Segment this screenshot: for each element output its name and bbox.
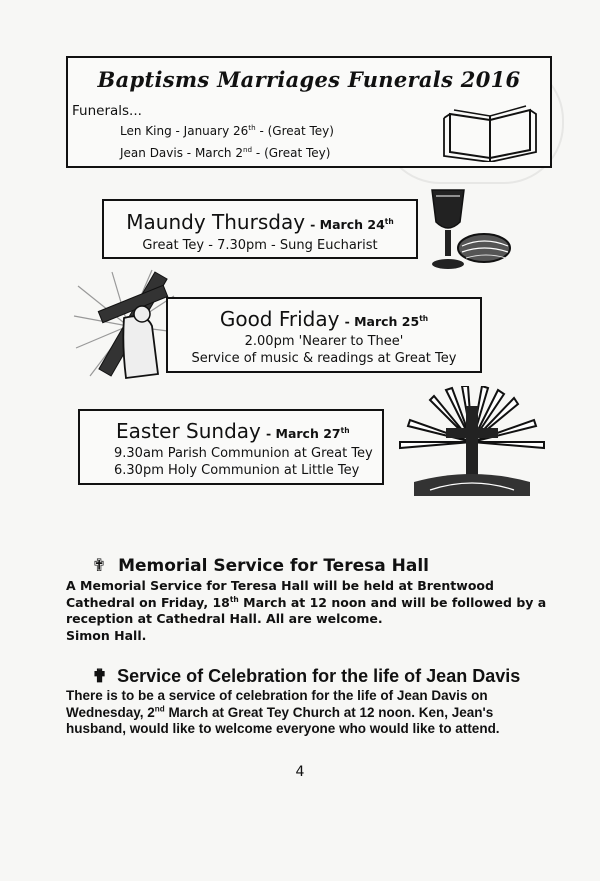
easter-sunday-box: [78, 409, 384, 485]
cross-icon: ✟: [92, 666, 108, 686]
funeral-entry: Len King - January 26th - (Great Tey): [120, 123, 334, 138]
memorial-paragraph: A Memorial Service for Teresa Hall will be held at Brentwood Cathedral on Friday, 18th March at 12 noon and will be followed by a reception at Cathedral Hall. All are welcome. Simon Hall.: [66, 578, 547, 643]
maundy-thursday-box: [102, 199, 418, 259]
page-number: 4: [295, 764, 305, 780]
funerals-label: Funerals...: [72, 103, 142, 119]
radiant-cross-icon: [394, 386, 550, 504]
register-title: Baptisms Marriages Funerals 2016: [97, 67, 521, 92]
open-book-icon: [442, 100, 542, 162]
maundy-details: Great Tey - 7.30pm - Sung Eucharist: [142, 238, 378, 253]
good-friday-description: Service of music & readings at Great Tey: [191, 351, 457, 366]
easter-evening-service: 6.30pm Holy Communion at Little Tey: [114, 463, 360, 478]
maundy-heading: Maundy Thursday - March 24th: [126, 210, 394, 234]
chalice-bread-icon: [422, 186, 512, 278]
good-friday-heading: Good Friday - March 25th: [219, 307, 429, 331]
cross-icon: ✟: [92, 556, 107, 576]
memorial-heading: ✟ Memorial Service for Teresa Hall: [92, 556, 429, 576]
baptisms-marriages-funerals-box: [66, 56, 552, 168]
good-friday-box: [166, 297, 482, 373]
celebration-heading: ✟ Service of Celebration for the life of Jean Davis: [92, 666, 521, 686]
easter-morning-service: 9.30am Parish Communion at Great Tey: [114, 446, 373, 461]
jesus-carrying-cross-icon: [72, 266, 178, 392]
funeral-entry: Jean Davis - March 2nd - (Great Tey): [120, 145, 331, 160]
memorial-signature: Simon Hall.: [66, 627, 147, 643]
easter-heading: Easter Sunday - March 27th: [116, 419, 350, 443]
celebration-paragraph: There is to be a service of celebration for the life of Jean Davis on Wednesday, 2nd March at Great Tey Church at 12 noon. Ken, Jean's husband, would like to welcome everyone who would like to attend.: [66, 688, 500, 736]
good-friday-time: 2.00pm 'Nearer to Thee': [244, 334, 404, 349]
